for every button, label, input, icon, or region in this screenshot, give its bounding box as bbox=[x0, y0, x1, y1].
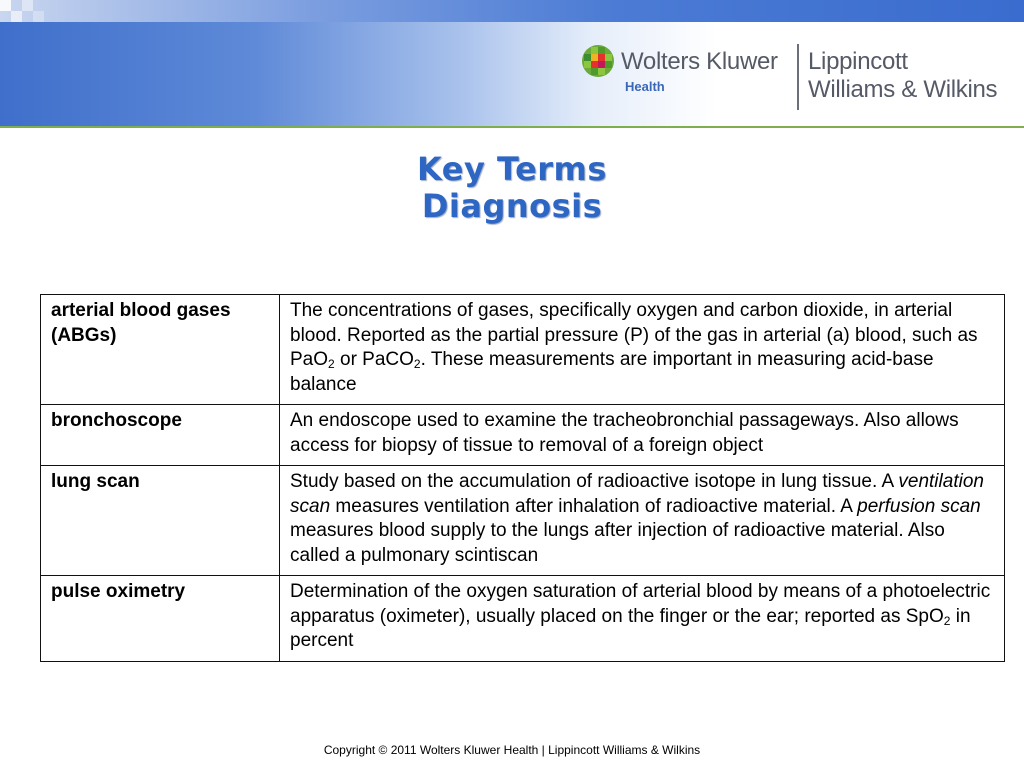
definition-text: Determination of the oxygen saturation of arterial blood by means of a photoelectric apparatus (oximeter), usually placed on the finger or the ear; reported as SpO bbox=[290, 581, 991, 627]
definition-text: . These measurements are important in measuring acid-base balance bbox=[290, 349, 934, 395]
table-row bbox=[41, 295, 1005, 405]
subscript: 2 bbox=[413, 357, 421, 371]
slide-title: Key Terms bbox=[417, 150, 607, 188]
definition-text: in percent bbox=[290, 605, 971, 651]
publisher-logo bbox=[581, 44, 1021, 116]
header-divider-line bbox=[0, 126, 1024, 128]
division-name: Health bbox=[625, 79, 665, 94]
definition-text: Study based on the accumulation of radioactive isotope in lung tissue. A bbox=[290, 471, 899, 492]
term-cell: bronchoscope bbox=[41, 405, 280, 466]
italic-term: ventilation scan bbox=[290, 471, 984, 517]
term-cell: pulse oximetry bbox=[41, 576, 280, 662]
term-cell: lung scan bbox=[41, 466, 280, 576]
imprint-line-1: Lippincott bbox=[808, 48, 908, 75]
key-terms-table-body bbox=[41, 295, 1005, 662]
key-terms-table bbox=[40, 294, 1005, 662]
table-row bbox=[41, 466, 1005, 576]
logo-divider bbox=[797, 44, 799, 110]
definition-text: An endoscope used to examine the tracheobronchial passageways. Also allows access for biopsy of tissue to removal of a foreign object bbox=[290, 410, 959, 456]
slide-subtitle: Diagnosis bbox=[421, 187, 603, 225]
term-cell: arterial blood gases (ABGs) bbox=[41, 295, 280, 405]
company-name: Wolters Kluwer bbox=[621, 48, 778, 75]
subscript: 2 bbox=[328, 357, 335, 371]
definition-text: measures ventilation after inhalation of radioactive material. A bbox=[330, 495, 858, 517]
table-row bbox=[41, 405, 1005, 466]
slide-header bbox=[0, 0, 1024, 127]
definition-cell bbox=[280, 295, 1005, 405]
definition-text: or PaCO bbox=[334, 349, 414, 370]
definition-text: measures blood supply to the lungs after injection of radioactive material. Also called a pulmonary scintiscan bbox=[290, 520, 945, 566]
table-row bbox=[41, 576, 1005, 662]
copyright-footer: Copyright © 2011 Wolters Kluwer Health | Lippincott Williams & Wilkins bbox=[323, 743, 701, 757]
header-top-strip bbox=[0, 0, 1024, 22]
definition-cell bbox=[280, 466, 1005, 576]
header-decoration-squares bbox=[0, 0, 60, 22]
imprint-line-2: Williams & Wilkins bbox=[808, 76, 998, 103]
imprint-name bbox=[808, 48, 997, 104]
wolters-kluwer-logo-icon bbox=[581, 44, 615, 78]
italic-term: perfusion scan bbox=[857, 495, 981, 517]
definition-text: The concentrations of gases, specifically oxygen and carbon dioxide, in arterial blood. Reported as the partial pressure (P) of the gas in arterial (a) blood, such as PaO bbox=[290, 300, 978, 370]
subscript: 2 bbox=[943, 613, 951, 628]
definition-cell bbox=[280, 576, 1005, 662]
definition-cell bbox=[280, 405, 1005, 466]
